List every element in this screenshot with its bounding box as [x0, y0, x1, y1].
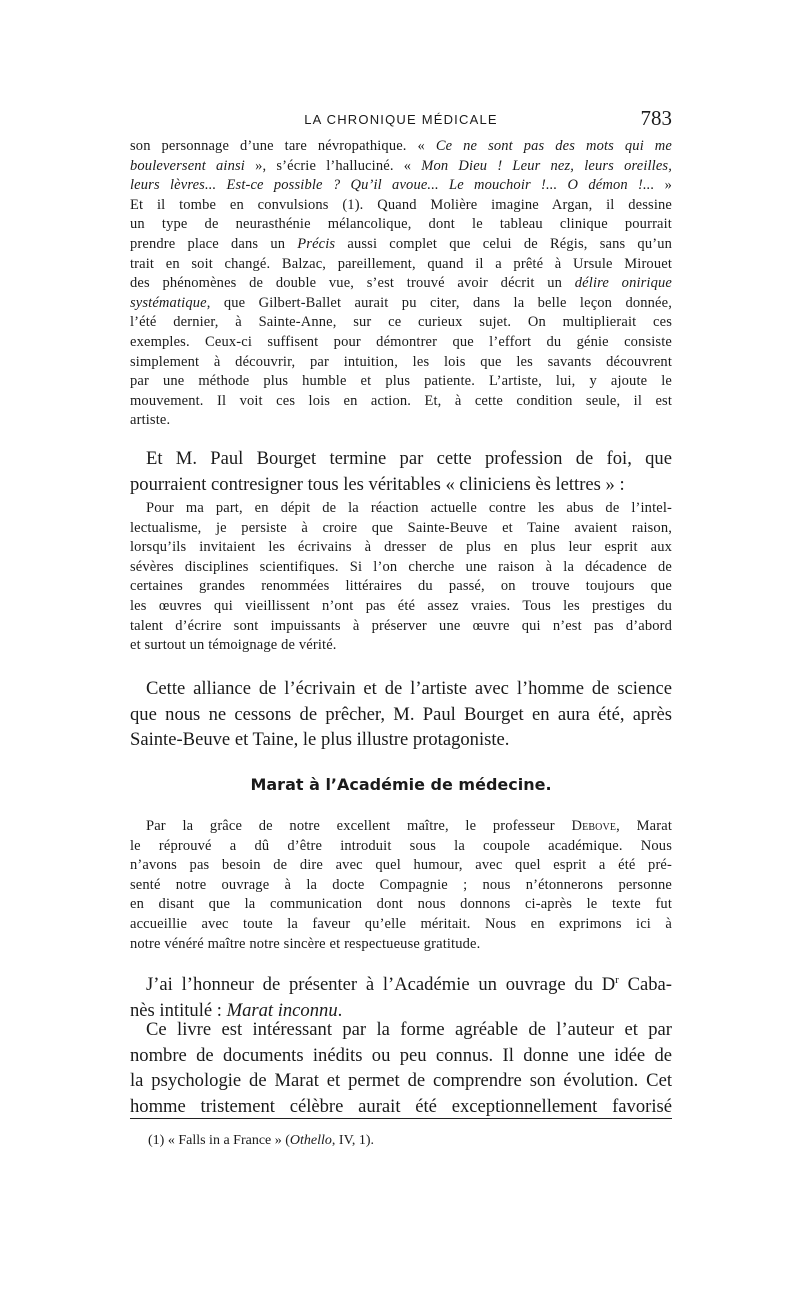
text-line: nès intitulé : Marat inconnu.	[130, 999, 343, 1021]
text-line: exemples. Ceux-ci suffisent pour démontrer que l’effort du génie consiste	[130, 333, 672, 350]
text-line: et surtout un témoignage de vérité.	[130, 637, 337, 654]
text-line: Ce livre est intéressant par la forme agréable de l’auteur et par	[146, 1019, 672, 1040]
text-line: bouleversent ainsi », s’écrie l’halluciné. « Mon Dieu ! Leur nez, leurs oreilles,	[130, 157, 673, 174]
text-line: Par la grâce de notre excellent maître, le professeur Debove, Marat	[146, 818, 673, 834]
text-line: leurs lèvres... Est-ce possible ? Qu’il avoue... Le mouchoir !... O démon !... »	[130, 177, 672, 194]
text-line: l’été dernier, à Sainte-Anne, sur ce curieux sujet. On multiplierait ces	[130, 314, 672, 331]
text-line: systématique, que Gilbert-Ballet aurait pu citer, dans la belle leçon donnée,	[130, 294, 672, 311]
text-line: que nous ne cessons de prêcher, M. Paul Bourget en aura été, après	[130, 703, 672, 725]
text-line: artiste.	[130, 412, 171, 429]
footnote: (1) « Falls in a France » (Othello, IV, 1).	[148, 1133, 375, 1148]
quote-paragraph-1	[130, 137, 672, 431]
text-line: mouvement. Il voit ces lois en action. Et, à cette condition seule, il est	[130, 392, 672, 409]
text-line: Sainte-Beuve et Taine, le plus illustre protagoniste.	[130, 729, 510, 751]
text-line: Pour ma part, en dépit de la réaction actuelle contre les abus de l’intel-	[146, 500, 672, 516]
text-line: Et M. Paul Bourget termine par cette profession de foi, que	[146, 448, 672, 469]
text-line: notre vénéré maître notre sincère et respectueuse gratitude.	[130, 935, 481, 952]
text-line: simplement à découvrir, par intuition, les lois que les savants découvrent	[130, 353, 672, 370]
body-paragraph-4	[130, 676, 672, 753]
text-line: Cette alliance de l’écrivain et de l’artiste avec l’homme de science	[146, 678, 672, 699]
page-number: 783	[640, 106, 672, 130]
body-paragraph-7	[130, 1017, 672, 1119]
text-line: n’avons pas besoin de dire avec quel humour, avec quel esprit a été pré-	[130, 857, 672, 874]
section-heading: Marat à l’Académie de médecine.	[250, 775, 552, 794]
text-line: pourraient contresigner tous les véritables « cliniciens ès lettres » :	[130, 473, 625, 495]
text-line: la psychologie de Marat et permet de comprendre son évolution. Cet	[130, 1070, 672, 1092]
body-paragraph-6	[130, 968, 672, 1023]
footnote-rule	[130, 1118, 672, 1119]
text-line: Et il tombe en convulsions (1). Quand Molière imagine Argan, il dessine	[130, 196, 672, 213]
text-line: un type de neurasthénie mélancolique, dont le tableau clinique pourrait	[130, 216, 672, 233]
text-line: lectualisme, je persiste à croire que Sainte-Beuve et Taine avaient raison,	[130, 519, 672, 536]
text-line: senté notre ouvrage à la docte Compagnie ; nous n’étonnerons personne	[130, 876, 672, 893]
body-paragraph-2	[130, 446, 672, 497]
text-line: les œuvres qui vieillissent n’ont pas été assez vraies. Tous les prestiges du	[130, 597, 672, 614]
text-line: sévères disciplines scientifiques. Si l’on cherche une raison à la décadence de	[130, 558, 672, 575]
text-line: son personnage d’une tare névropathique. « Ce ne sont pas des mots qui me	[130, 138, 673, 154]
body-paragraph-5	[130, 817, 672, 954]
text-line: talent d’écrire sont impuissants à préserver une œuvre qui n’est pas d’abord	[130, 617, 672, 634]
text-line: des phénomènes de double vue, s’est trouvé avoir décrit un délire onirique	[130, 275, 672, 292]
quote-paragraph-3	[130, 499, 672, 656]
text-line: en disant que la communication dont nous donnons ci-après le texte fut	[130, 896, 672, 913]
text-line: le réprouvé a dû d’être introduit sous la coupole académique. Nous	[130, 837, 672, 854]
text-line: homme tristement célèbre aurait été exceptionnellement favorisé	[130, 1095, 672, 1117]
text-line: accueillie avec toute la faveur qu’elle méritait. Nous en exprimons ici à	[130, 915, 672, 932]
text-line: lorsqu’ils invitaient les écrivains à dresser de plus en plus leur esprit aux	[130, 539, 672, 556]
page-header	[130, 106, 672, 134]
text-line: certaines grandes renommées littéraires du passé, on trouve toujours que	[130, 578, 672, 595]
text-line: par une méthode plus humble et plus patiente. L’artiste, lui, y ajoute le	[130, 373, 672, 390]
text-line: J’ai l’honneur de présenter à l’Académie un ouvrage du $D^r$ Caba-	[146, 974, 673, 996]
running-head: LA CHRONIQUE MÉDICALE	[304, 112, 498, 127]
text-line: trait en soit changé. Balzac, pareillement, quand il a prêté à Ursule Mirouet	[130, 255, 672, 272]
text-line: prendre place dans un Précis aussi complet que celui de Régis, sans qu’un	[130, 235, 672, 252]
text-line: nombre de documents inédits ou peu connus. Il donne une idée de	[130, 1044, 672, 1066]
